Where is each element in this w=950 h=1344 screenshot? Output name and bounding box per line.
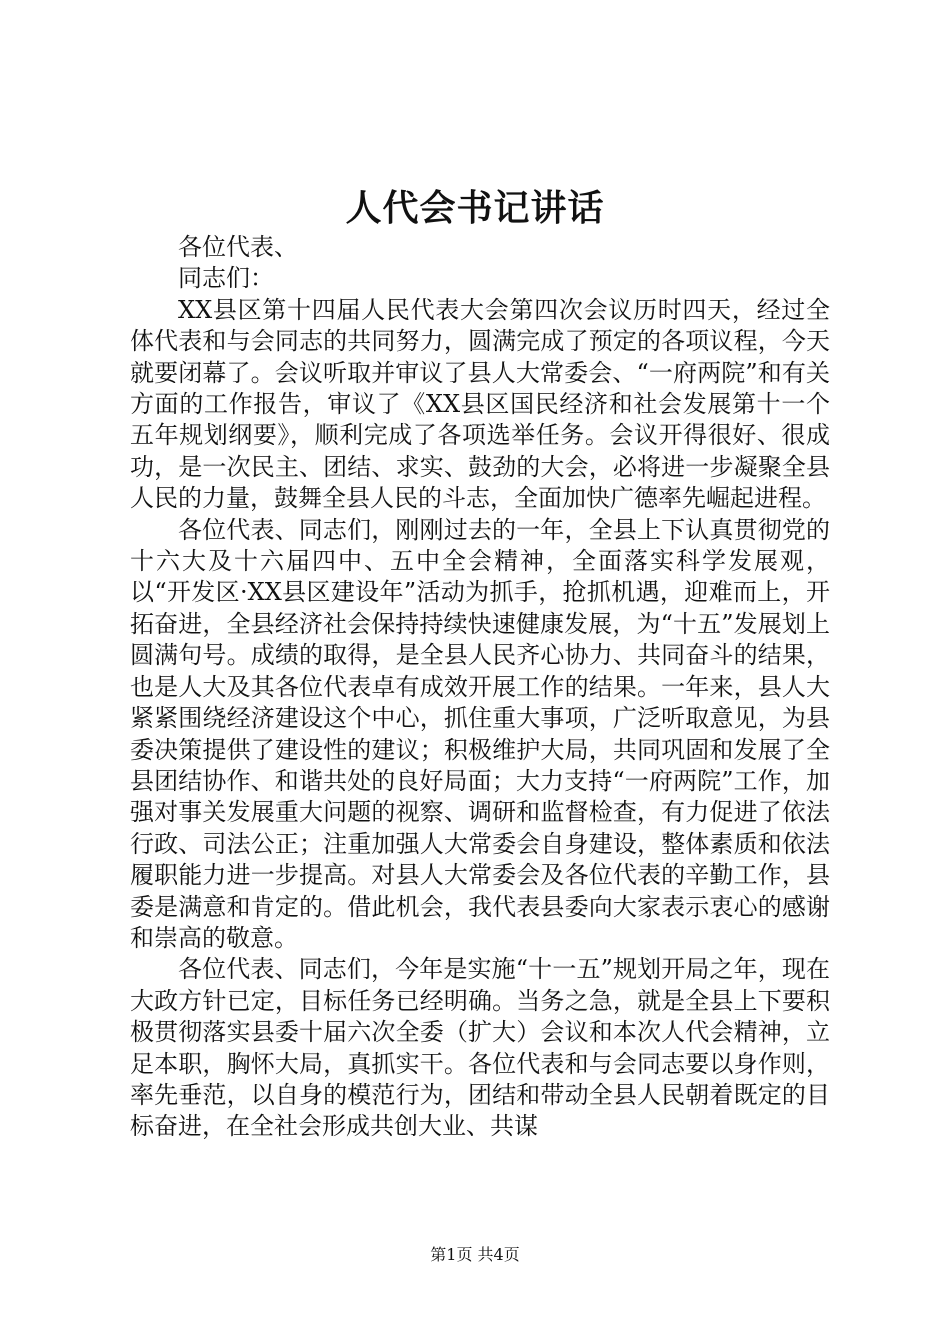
salutation-line-2: 同志们：: [178, 264, 274, 293]
paragraph-1: XX县区第十四届人民代表大会第四次会议历时四天，经过全体代表和与会同志的共同努力，圆满完成了预定的各项议程，今天就要闭幕了。会议听取并审议了县人大常委会、“一府两院”和有关方面的工作报告，审议了《XX县区国民经济和社会发展第十一个五年规划纲要》，顺利完成了各项选举任务。会议开得很好、很成功，是一次民主、团结、求实、鼓劲的大会，必将进一步凝聚全县人民的力量，鼓舞全县人民的斗志，全面加快广德率先崛起进程。: [130, 295, 830, 513]
page-footer: 第1页 共4页: [430, 1245, 520, 1264]
document-body: [130, 232, 830, 1143]
document-title: 人代会书记讲话: [345, 187, 605, 229]
paragraph-2: 各位代表、同志们，刚刚过去的一年，全县上下认真贯彻党的十六大及十六届四中、五中全会精神，全面落实科学发展观，以“开发区·XX县区建设年”活动为抓手，抢抓机遇，迎难而上，开拓奋进，全县经济社会保持持续快速健康发展，为“十五”发展划上圆满句号。成绩的取得，是全县人民齐心协力、共同奋斗的结果，也是人大及其各位代表卓有成效开展工作的结果。一年来，县人大紧紧围绕经济建设这个中心，抓住重大事项，广泛听取意见，为县委决策提供了建设性的建议；积极维护大局，共同巩固和发展了全县团结协作、和谐共处的良好局面；大力支持“一府两院”工作，加强对事关发展重大问题的视察、调研和监督检查，有力促进了依法行政、司法公正；注重加强人大常委会自身建设，整体素质和依法履职能力进一步提高。对县人大常委会及各位代表的辛勤工作，县委是满意和肯定的。借此机会，我代表县委向大家表示衷心的感谢和崇高的敬意。: [130, 515, 830, 952]
salutation-line-1: 各位代表、: [178, 233, 298, 261]
paragraph-3: 各位代表、同志们，今年是实施“十一五”规划开局之年，现在大政方针已定，目标任务已经明确。当务之急，就是全县上下要积极贯彻落实县委十届六次全委（扩大）会议和本次人代会精神，立足本职，胸怀大局，真抓实干。各位代表和与会同志要以身作则，率先垂范，以自身的模范行为，团结和带动全县人民朝着既定的目标奋进，在全社会形成共创大业、共谋: [130, 955, 830, 1141]
